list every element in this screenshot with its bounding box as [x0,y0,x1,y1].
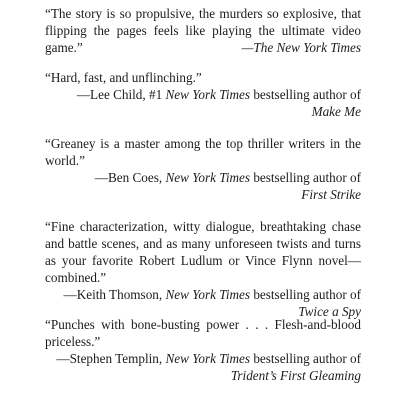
attribution-prefix: —Keith Thomson, [63,287,166,302]
blurb-5 [45,316,361,384]
attribution-suffix: bestselling author of [250,351,361,366]
attribution-prefix: —Stephen Templin, [56,351,166,366]
blurb-attribution [45,169,361,186]
blurb-work-title: First Strike [301,187,361,202]
blurb-work-title: Twice a Spy [298,304,361,319]
attribution-publication: New York Times [165,351,251,366]
attribution-prefix: —Lee Child, #1 [76,87,166,102]
attribution-suffix: bestselling author of [250,87,361,102]
blurb-1 [45,5,361,56]
blurb-4 [45,218,361,320]
attribution-suffix: bestselling author of [250,170,361,185]
blurb-3 [45,135,361,203]
blurb-attribution-source: —The New York Times [241,40,361,55]
blurb-quote-text: “The story is so propulsive, the murders so explosive, that flipping the pages feels like playing the ultimate video game.” [45,6,361,55]
blurb-2 [45,69,361,120]
blurb-attribution [45,286,361,303]
blurb-quote: “Greaney is a master among the top thriller writers in the world.” [45,136,361,168]
attribution-prefix: —Ben Coes, [94,170,166,185]
blurb-quote [45,5,361,56]
blurb-quote: “Punches with bone-busting power . . . Flesh-and-blood priceless.” [45,317,361,349]
attribution-suffix: bestselling author of [250,287,361,302]
blurb-quote: “Hard, fast, and unflinching.” [45,70,202,85]
attribution-publication: New York Times [165,170,251,185]
attribution-publication: New York Times [165,287,251,302]
blurb-attribution [45,350,361,367]
blurb-quote: “Fine characterization, witty dialogue, breathtaking chase and battle scenes, and as many unforeseen twists and turns as your favorite Robert Ludlum or Vince Flynn novel—combined.” [45,219,361,285]
blurb-work-title: Make Me [311,104,361,119]
blurb-work-title: Trident’s First Gleaming [230,368,361,383]
attribution-publication: New York Times [165,87,251,102]
blurb-attribution [45,86,361,103]
